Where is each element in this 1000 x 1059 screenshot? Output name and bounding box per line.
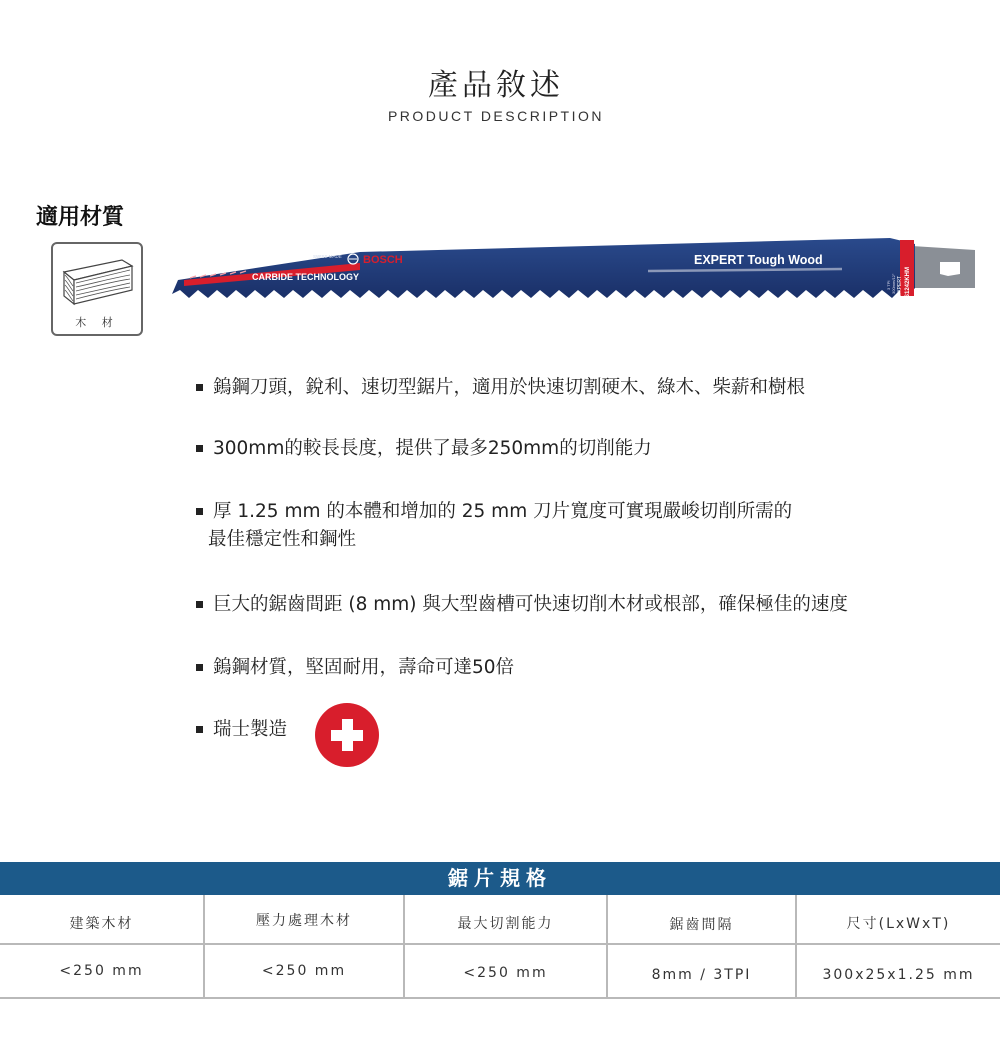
spec-value: <250 mm — [261, 963, 347, 979]
swiss-made-text: SWISS MADE — [313, 254, 342, 259]
model-code-text: S1242KHM — [905, 266, 911, 298]
feature-text: 300mm的較長長度，提供了最多250mm的切削能力 — [213, 438, 652, 459]
spec-table — [0, 895, 1000, 999]
blade-size-text: 300mm/12" — [891, 273, 896, 294]
spec-table-title: 鋸片規格 — [0, 862, 1000, 895]
spec-header: 尺寸(LxWxT) — [846, 916, 951, 932]
feature-text: 厚 1.25 mm 的本體和增加的 25 mm 刀片寬度可實現嚴峻切削所需的 — [213, 501, 793, 522]
spec-header: 鋸齒間隔 — [669, 917, 734, 933]
swiss-cross-icon — [314, 702, 380, 768]
blade-body — [172, 238, 915, 298]
brand-text: BOSCH — [363, 254, 403, 266]
spec-value: 300x25x1.25 mm — [822, 967, 975, 983]
feature-text: 巨大的鋸齒間距 (8 mm) 與大型齒槽可快速切削木材或根部，確保極佳的速度 — [213, 594, 848, 615]
spec-value: <250 mm — [59, 963, 144, 979]
page-subtitle: PRODUCT DESCRIPTION — [387, 108, 605, 124]
blade-tpi-text: 3 TPI — [886, 280, 891, 290]
spec-value: 8mm / 3TPI — [651, 967, 752, 983]
series-text: EXPERT — [897, 276, 903, 296]
carbide-text: CARBIDE TECHNOLOGY — [252, 272, 360, 282]
bullet-icon — [196, 508, 203, 515]
feature-text: 鎢鋼材質，堅固耐用，壽命可達50倍 — [213, 657, 515, 678]
spec-header: 建築木材 — [69, 916, 134, 932]
product-name-text: EXPERT Tough Wood — [694, 253, 823, 267]
spec-value: <250 mm — [463, 965, 548, 981]
feature-text: 鎢鋼刀頭，銳利、速切型鋸片，適用於快速切割硬木、綠木、柴薪和樹根 — [213, 377, 806, 398]
material-wood-card — [51, 242, 143, 336]
bullet-icon — [196, 384, 203, 391]
wood-plank-icon — [60, 252, 134, 312]
page-title: 產品敘述 — [428, 68, 564, 103]
material-heading: 適用材質 — [36, 205, 125, 230]
spec-header: 壓力處理木材 — [256, 913, 352, 929]
material-label: 木 材 — [75, 316, 119, 329]
saw-blade-image — [170, 228, 980, 308]
bullet-icon — [196, 726, 203, 733]
feature-text: 瑞士製造 — [213, 719, 288, 740]
spec-header: 最大切割能力 — [457, 916, 554, 932]
bullet-icon — [196, 664, 203, 671]
feature-text-continued: 最佳穩定性和鋼性 — [208, 529, 357, 550]
bullet-icon — [196, 445, 203, 452]
bullet-icon — [196, 601, 203, 608]
